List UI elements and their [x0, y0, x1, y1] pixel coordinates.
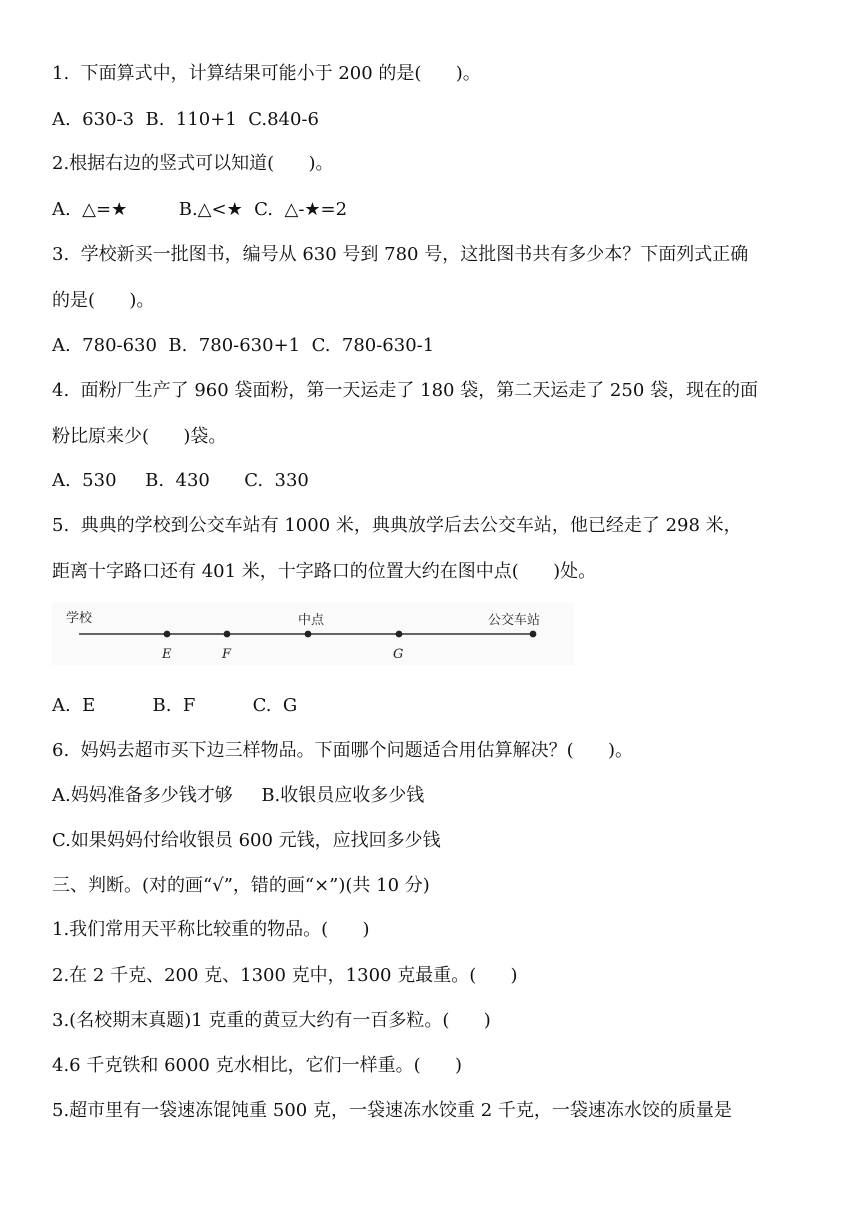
q6-options-line1: A.妈妈准备多少钱才够 B.收银员应收多少钱	[52, 785, 425, 806]
q5-options: A. E B. F C. G	[52, 695, 298, 716]
judge-item-2: 2.在 2 千克、200 克、1300 克中，1300 克最重。( )	[52, 965, 518, 986]
q6-stem: 6. 妈妈去超市买下边三样物品。下面哪个问题适合用估算解决？( )。	[52, 740, 633, 761]
section-three-heading: 三、判断。(对的画“√”，错的画“×”)(共 10 分)	[52, 875, 430, 896]
q3-stem-line1: 3. 学校新买一批图书，编号从 630 号到 780 号，这批图书共有多少本？下面列式正确	[52, 244, 749, 265]
q4-options: A. 530 B. 430 C. 330	[52, 470, 309, 491]
school-label: 学校	[66, 611, 93, 626]
midpoint-dot	[305, 631, 312, 638]
q4-stem-line1: 4. 面粉厂生产了 960 袋面粉，第一天运走了 180 袋，第二天运走了 250 袋，现在的面	[52, 380, 759, 401]
point-e-label: E	[162, 647, 172, 662]
judge-item-3: 3.(名校期末真题)1 克重的黄豆大约有一百多粒。( )	[52, 1010, 491, 1031]
q1-options: A. 630-3 B. 110+1 C.840-6	[52, 109, 319, 130]
judge-item-1: 1.我们常用天平称比较重的物品。( )	[52, 919, 370, 940]
point-e-dot	[164, 631, 171, 638]
point-f-label: F	[222, 647, 232, 662]
q1-stem: 1. 下面算式中，计算结果可能小于 200 的是( )。	[52, 63, 481, 84]
midpoint-label: 中点	[298, 613, 325, 628]
judge-item-5: 5.超市里有一袋速冻馄饨重 500 克，一袋速冻水饺重 2 千克，一袋速冻水饺的质量是	[52, 1100, 732, 1121]
route-diagram	[52, 603, 574, 665]
point-g-dot	[396, 631, 403, 638]
point-f-dot	[224, 631, 231, 638]
q5-stem-line2: 距离十字路口还有 401 米，十字路口的位置大约在图中点( )处。	[52, 561, 597, 582]
bus-stop-dot	[530, 631, 537, 638]
q3-options: A. 780-630 B. 780-630+1 C. 780-630-1	[52, 335, 435, 356]
q2-stem: 2.根据右边的竖式可以知道( )。	[52, 153, 334, 174]
point-g-label: G	[393, 647, 404, 662]
q4-stem-line2: 粉比原来少( )袋。	[52, 426, 227, 447]
bus-stop-label: 公交车站	[488, 613, 541, 628]
q3-stem-line2: 的是( )。	[52, 290, 155, 311]
judge-item-4: 4.6 千克铁和 6000 克水相比，它们一样重。( )	[52, 1055, 462, 1076]
q2-options: A. △=★ B.△<★ C. △-★=2	[52, 199, 348, 220]
q5-stem-line1: 5. 典典的学校到公交车站有 1000 米，典典放学后去公交车站，他已经走了 298 米，	[52, 515, 742, 536]
q6-options-line2: C.如果妈妈付给收银员 600 元钱，应找回多少钱	[52, 830, 441, 851]
